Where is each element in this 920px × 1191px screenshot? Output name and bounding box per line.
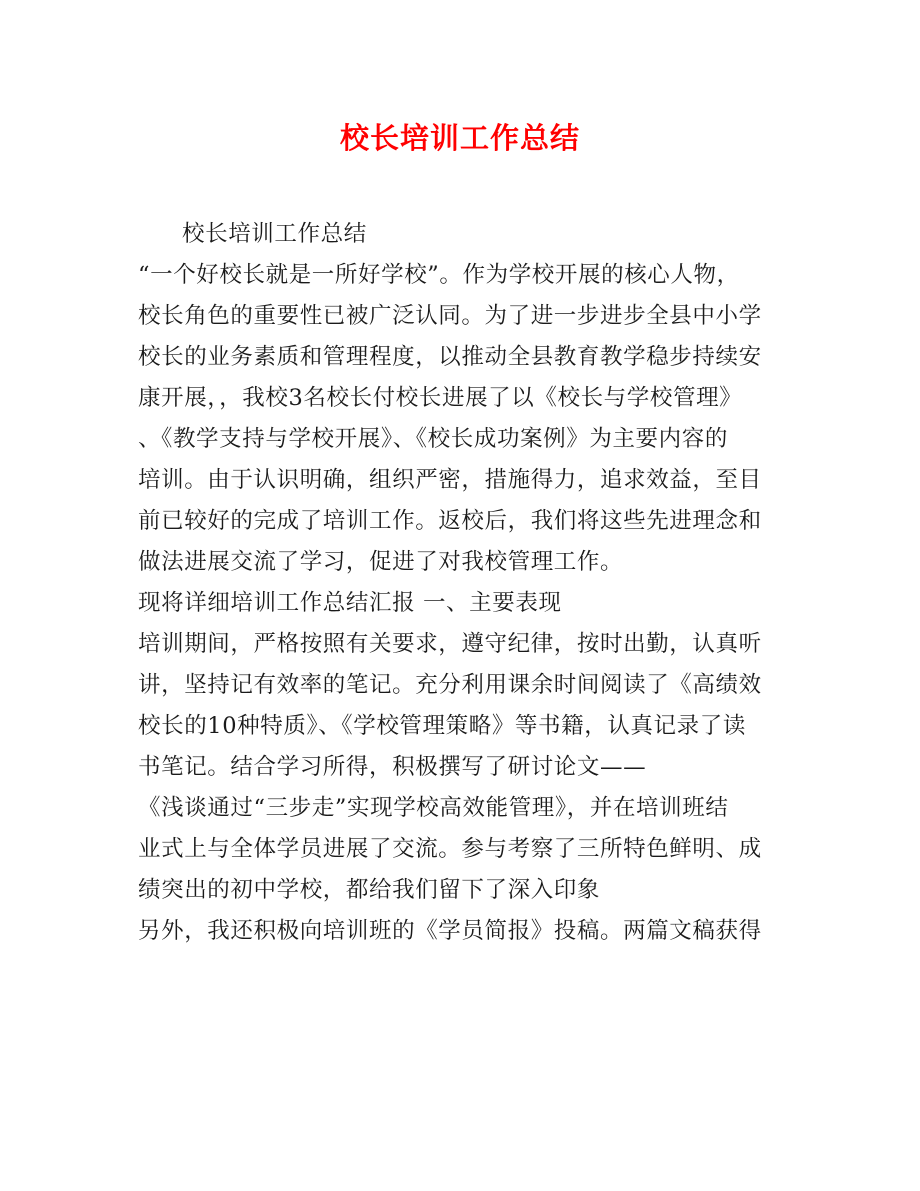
body-line: 现将详细培训工作总结汇报 一、主要表现 <box>138 590 562 616</box>
body-line: 另外，我还积极向培训班的《学员简报》投稿。两篇文稿获得 <box>138 918 762 944</box>
body-line: 绩突出的初中学校，都给我们留下了深入印象 <box>138 877 601 903</box>
body-line: 讲，坚持记有效率的笔记。充分利用课余时间阅读了《高绩效 <box>138 672 762 698</box>
body-line: 业式上与全体学员进展了交流。参与考察了三所特色鲜明、成 <box>138 836 762 862</box>
body-line: 培训。由于认识明确，组织严密，措施得力，追求效益，至目 <box>138 467 762 493</box>
body-line: 康开展，，我校3名校长付校长进展了以《校长与学校管理》 <box>138 385 743 411</box>
body-line: 、《教学支持与学校开展》、《校长成功案例》为主要内容的 <box>138 426 728 452</box>
body-line: 书笔记。结合学习所得，积极撰写了研讨论文—— <box>138 754 647 780</box>
body-line: 《浅谈通过“三步走”实现学校高效能管理》，并在培训班结 <box>138 795 729 821</box>
document-title: 校长培训工作总结 <box>339 121 580 155</box>
body-line: 校长角色的重要性已被广泛认同。为了进一步进步全县中小学 <box>138 303 762 329</box>
body-line: 培训期间，严格按照有关要求，遵守纪律，按时出勤，认真听 <box>138 631 762 657</box>
body-line: 前已较好的完成了培训工作。返校后，我们将这些先进理念和 <box>138 508 762 534</box>
body-line: 做法进展交流了学习，促进了对我校管理工作。 <box>138 549 624 575</box>
body-line: “一个好校长就是一所好学校”。作为学校开展的核心人物， <box>138 262 740 288</box>
body-line: 校长的业务素质和管理程度，以推动全县教育教学稳步持续安 <box>138 344 762 370</box>
body-line: 校长培训工作总结 <box>182 221 367 247</box>
body-line: 校长的10种特质》、《学校管理策略》等书籍，认真记录了读 <box>138 713 746 739</box>
